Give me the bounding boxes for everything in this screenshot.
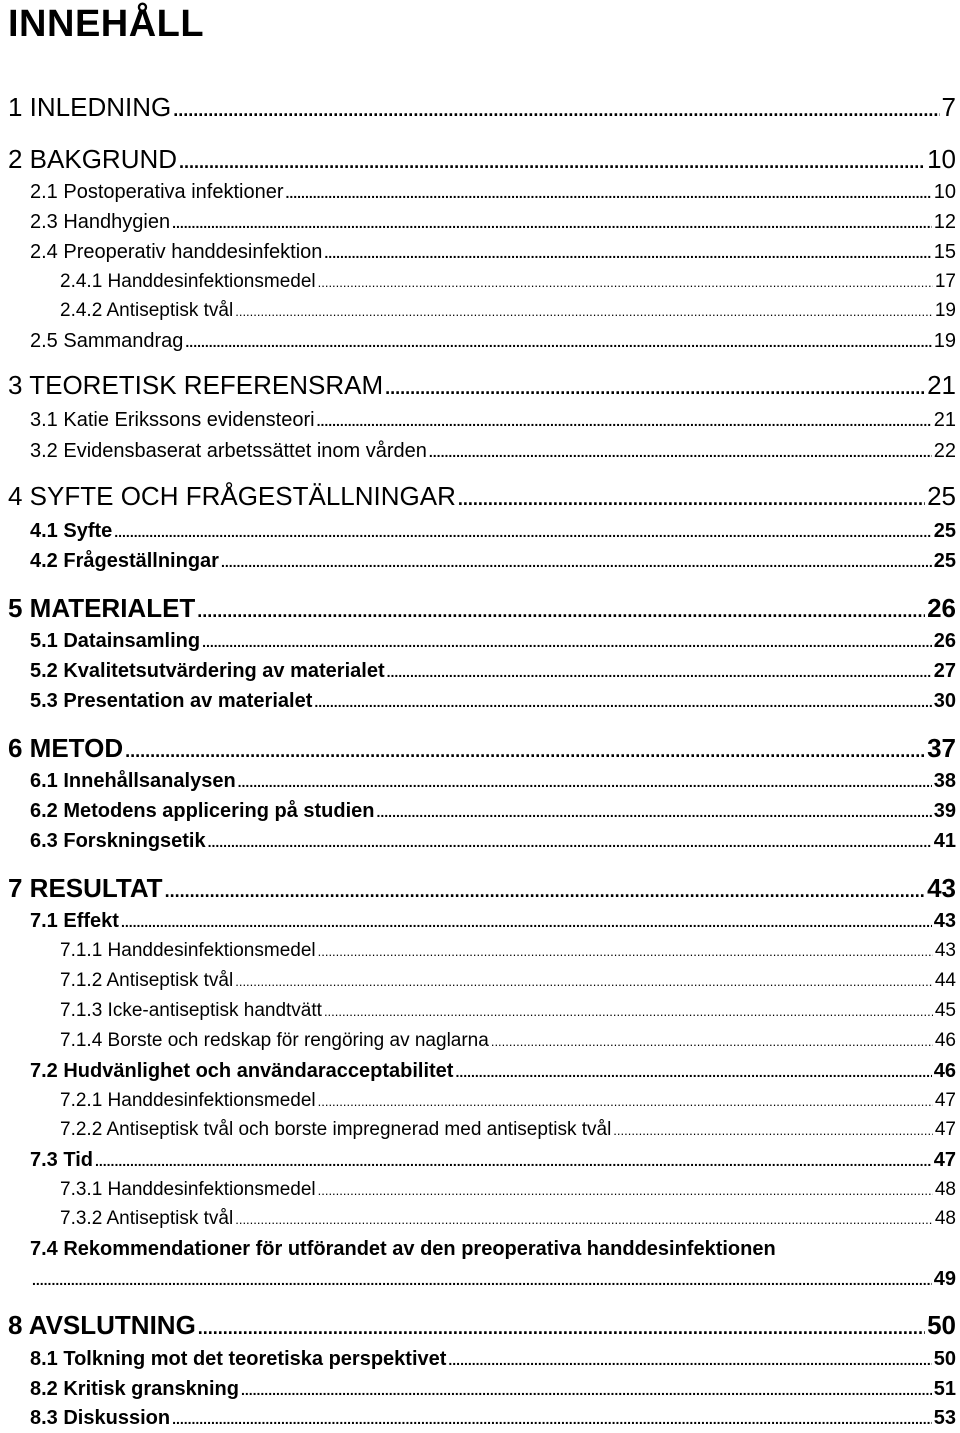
toc-entry-label: 7.3.1 Handdesinfektionsmedel bbox=[60, 1179, 316, 1200]
toc-entry-page: 43 bbox=[934, 940, 956, 961]
toc-entry[interactable] bbox=[30, 241, 956, 264]
toc-entry[interactable] bbox=[8, 1310, 956, 1341]
toc-leader bbox=[185, 334, 931, 350]
toc-entry[interactable] bbox=[30, 1149, 956, 1172]
page-title: INNEHÅLL bbox=[8, 3, 205, 45]
toc-entry[interactable] bbox=[8, 481, 956, 512]
toc-entry[interactable] bbox=[30, 910, 956, 933]
toc-entry-label: 4.1 Syfte bbox=[30, 520, 113, 542]
toc-leader bbox=[208, 834, 932, 850]
toc-entry-page: 25 bbox=[927, 481, 956, 511]
toc-entry-page: 48 bbox=[934, 1208, 956, 1229]
toc-entry-label: 3 TEORETISK REFERENSRAM bbox=[8, 370, 384, 400]
toc-entry-page: 43 bbox=[933, 910, 956, 932]
toc-entry-page: 15 bbox=[933, 241, 956, 263]
toc-entry-label: 1 INLEDNING bbox=[8, 92, 172, 122]
toc-leader bbox=[491, 1034, 933, 1049]
toc-entry[interactable] bbox=[30, 630, 956, 653]
toc-entry-page: 43 bbox=[927, 873, 956, 903]
toc-leader bbox=[317, 413, 932, 429]
toc-leader bbox=[202, 634, 932, 650]
toc-entry-page: 10 bbox=[933, 181, 956, 203]
toc-leader bbox=[197, 601, 925, 622]
toc-entry-page: 30 bbox=[933, 690, 956, 712]
toc-leader bbox=[235, 304, 933, 319]
toc-entry-page: 10 bbox=[927, 144, 956, 174]
toc-entry-page: 37 bbox=[927, 733, 956, 763]
toc-entry-label: 5 MATERIALET bbox=[8, 593, 196, 623]
toc-entry-page: 21 bbox=[933, 409, 956, 431]
toc-entry-label: 3.2 Evidensbaserat arbetssättet inom vården bbox=[30, 440, 427, 462]
toc-leader bbox=[613, 1123, 933, 1138]
toc-leader bbox=[377, 804, 932, 820]
toc-entry[interactable] bbox=[30, 330, 956, 353]
toc-leader bbox=[385, 378, 925, 399]
toc-entry-page: 39 bbox=[933, 800, 956, 822]
toc-leader bbox=[173, 100, 939, 121]
toc-leader bbox=[448, 1352, 931, 1368]
toc-entry-page: 19 bbox=[934, 300, 956, 321]
toc-leader bbox=[95, 1153, 932, 1169]
toc-entry-page: 12 bbox=[933, 211, 956, 233]
toc-entry-page: 38 bbox=[933, 770, 956, 792]
toc-entry[interactable] bbox=[8, 144, 956, 175]
toc-entry[interactable] bbox=[30, 1348, 956, 1371]
toc-entry-label: 3.1 Katie Erikssons evidensteori bbox=[30, 409, 315, 431]
toc-entry[interactable] bbox=[30, 440, 956, 463]
toc-leader bbox=[179, 152, 925, 173]
toc-entry-page: 49 bbox=[933, 1268, 956, 1290]
toc-entry-label: 7.1.1 Handdesinfektionsmedel bbox=[60, 940, 316, 961]
toc-entry-page: 19 bbox=[933, 330, 956, 352]
toc-leader bbox=[455, 1064, 931, 1080]
toc-entry-page: 51 bbox=[933, 1378, 956, 1400]
toc-entry[interactable] bbox=[60, 1030, 956, 1052]
toc-entry-label: 7.3 Tid bbox=[30, 1149, 93, 1171]
toc-leader bbox=[121, 914, 932, 930]
toc-entry-label: 7.1.2 Antiseptisk tvål bbox=[60, 970, 234, 991]
toc-entry-page: 17 bbox=[934, 271, 956, 292]
toc-entry[interactable] bbox=[30, 211, 956, 234]
toc-entry-label: 5.2 Kvalitetsutvärdering av materialet bbox=[30, 660, 385, 682]
toc-entry[interactable] bbox=[30, 550, 956, 573]
toc-entry-page: 7 bbox=[941, 92, 956, 122]
toc-entry-label: 7.2.1 Handdesinfektionsmedel bbox=[60, 1090, 316, 1111]
toc-entry[interactable] bbox=[8, 370, 956, 401]
toc-entry[interactable] bbox=[8, 593, 956, 624]
toc-entry[interactable] bbox=[30, 1407, 956, 1430]
toc-entry-page: 27 bbox=[933, 660, 956, 682]
toc-entry-page: 50 bbox=[927, 1310, 956, 1340]
toc-leader bbox=[286, 185, 932, 201]
toc-leader bbox=[221, 554, 932, 570]
toc-entry[interactable] bbox=[30, 1060, 956, 1083]
toc-entry-label: 6.1 Innehållsanalysen bbox=[30, 770, 236, 792]
toc-entry[interactable] bbox=[30, 520, 956, 543]
toc-entry-label: 5.1 Datainsamling bbox=[30, 630, 201, 652]
toc-entry-label: 7.2.2 Antiseptisk tvål och borste impregnerad med antiseptisk tvål bbox=[60, 1119, 612, 1140]
toc-entry-label: 2.4 Preoperativ handdesinfektion bbox=[30, 241, 323, 263]
toc-entry-label: 5.3 Presentation av materialet bbox=[30, 690, 313, 712]
toc-leader bbox=[32, 1272, 932, 1288]
toc-entry-page: 25 bbox=[933, 520, 956, 542]
toc-entry[interactable] bbox=[8, 873, 956, 904]
toc-entry[interactable] bbox=[60, 1119, 956, 1141]
toc-entry[interactable] bbox=[30, 770, 956, 793]
toc-entry[interactable] bbox=[8, 92, 956, 123]
toc-leader bbox=[324, 1004, 933, 1019]
toc-entry[interactable] bbox=[60, 300, 956, 322]
toc-entry-page: 47 bbox=[934, 1119, 956, 1140]
toc-entry-page: 48 bbox=[934, 1179, 956, 1200]
toc-entry-label: 2.4.2 Antiseptisk tvål bbox=[60, 300, 234, 321]
toc-leader bbox=[172, 1411, 932, 1427]
toc-entry-label: 2.1 Postoperativa infektioner bbox=[30, 181, 284, 203]
toc-entry-label: 4 SYFTE OCH FRÅGESTÄLLNINGAR bbox=[8, 481, 456, 511]
toc-entry-label: 7.1.4 Borste och redskap för rengöring av naglarna bbox=[60, 1030, 489, 1051]
toc-leader bbox=[114, 524, 931, 540]
toc-entry-label: 2.3 Handhygien bbox=[30, 211, 171, 233]
toc-entry[interactable] bbox=[60, 940, 956, 962]
toc-entry-page: 41 bbox=[933, 830, 956, 852]
toc-leader bbox=[314, 694, 931, 710]
toc-entry-page: 46 bbox=[934, 1030, 956, 1051]
toc-entry-label: 7.3.2 Antiseptisk tvål bbox=[60, 1208, 234, 1229]
toc-leader bbox=[458, 489, 925, 510]
toc-entry-label: 8 AVSLUTNING bbox=[8, 1310, 196, 1340]
toc-leader bbox=[318, 944, 933, 959]
toc-leader bbox=[324, 245, 931, 261]
toc-entry-page: 22 bbox=[933, 440, 956, 462]
toc-entry[interactable] bbox=[30, 660, 956, 683]
toc-entry-label: 2.5 Sammandrag bbox=[30, 330, 184, 352]
toc-entry-page: 26 bbox=[933, 630, 956, 652]
toc-entry-label: 2.4.1 Handdesinfektionsmedel bbox=[60, 271, 316, 292]
toc-entry[interactable] bbox=[30, 830, 956, 853]
toc-entry[interactable] bbox=[30, 181, 956, 204]
toc-entry-label: 7 RESULTAT bbox=[8, 873, 163, 903]
toc-entry-page: 26 bbox=[927, 593, 956, 623]
toc-entry-label: 7.4 Rekommendationer för utförandet av den preoperativa handdesinfektionen bbox=[30, 1238, 776, 1260]
toc-entry-label: 4.2 Frågeställningar bbox=[30, 550, 219, 572]
toc-entry-label: 7.2 Hudvänlighet och användaracceptabilitet bbox=[30, 1060, 454, 1082]
toc-entry-page: 50 bbox=[933, 1348, 956, 1370]
toc-entry[interactable] bbox=[60, 1179, 956, 1201]
toc-leader bbox=[172, 215, 932, 231]
toc-entry[interactable] bbox=[30, 409, 956, 432]
toc-leader bbox=[238, 774, 932, 790]
toc-entry-page: 47 bbox=[933, 1149, 956, 1171]
toc-entry-page: 44 bbox=[934, 970, 956, 991]
toc-leader bbox=[318, 1183, 933, 1198]
toc-entry-continuation bbox=[30, 1268, 956, 1291]
toc-leader bbox=[387, 664, 932, 680]
toc-entry-page: 46 bbox=[933, 1060, 956, 1082]
toc-entry-page: 53 bbox=[933, 1407, 956, 1429]
toc-entry-label: 7.1 Effekt bbox=[30, 910, 119, 932]
toc-entry[interactable] bbox=[60, 1090, 956, 1112]
toc-entry[interactable] bbox=[60, 1000, 956, 1022]
toc-entry[interactable] bbox=[8, 733, 956, 764]
toc-entry[interactable] bbox=[60, 271, 956, 293]
toc-entry[interactable] bbox=[30, 800, 956, 823]
toc-entry-label: 8.2 Kritisk granskning bbox=[30, 1378, 239, 1400]
toc-entry-page: 25 bbox=[933, 550, 956, 572]
toc-leader bbox=[318, 1094, 933, 1109]
toc-leader bbox=[198, 1318, 925, 1339]
toc-leader bbox=[241, 1382, 932, 1398]
toc-leader bbox=[235, 1212, 933, 1227]
toc-entry-label: 6.3 Forskningsetik bbox=[30, 830, 206, 852]
toc-entry-page: 21 bbox=[927, 370, 956, 400]
toc-entry[interactable] bbox=[60, 1208, 956, 1230]
toc-entry-label: 7.1.3 Icke-antiseptisk handtvätt bbox=[60, 1000, 322, 1021]
toc-entry-page: 47 bbox=[934, 1090, 956, 1111]
toc-leader bbox=[429, 444, 932, 460]
toc-entry[interactable] bbox=[30, 1378, 956, 1401]
toc-leader bbox=[235, 974, 933, 989]
toc-entry-label: 6 METOD bbox=[8, 733, 124, 763]
toc-entry-label: 2 BAKGRUND bbox=[8, 144, 178, 174]
toc-entry-label: 6.2 Metodens applicering på studien bbox=[30, 800, 375, 822]
toc-leader bbox=[125, 741, 925, 762]
toc-entry[interactable] bbox=[30, 690, 956, 713]
toc-entry-page: 45 bbox=[934, 1000, 956, 1021]
toc-leader bbox=[318, 275, 933, 290]
toc-entry-label: 8.1 Tolkning mot det teoretiska perspektivet bbox=[30, 1348, 447, 1370]
toc-leader bbox=[165, 881, 926, 902]
toc-entry-label: 8.3 Diskussion bbox=[30, 1407, 171, 1429]
toc-entry[interactable] bbox=[60, 970, 956, 992]
